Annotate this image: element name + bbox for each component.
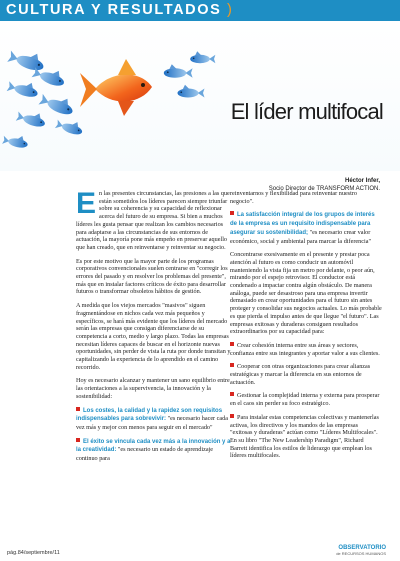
bullet-icon [230, 342, 234, 346]
paragraph: Es por este motivo que la mayor parte de los programas corporativos convencionales suelen centrarse en "corregir los errores del pasado y en resolver los problemas del presente", más que en instalar factores críticos de éxito para desarrollar futuros o transformar obsoletos hábitos de gestión. [76, 257, 228, 296]
bullet-icon [76, 438, 80, 442]
paragraph: En las presentes circunstancias, las presiones a las que están sometidos los líderes parecen siempre triunfar sobre su coherencia y su capacidad de reflexionar acerca del futuro de su empresa. Si bien a muchos líderes les gusta pensar que realizan los cambios necesarios para adaptarse a las circunstancias de sus entornos de actuación, la mayoría pone más empeño en preservar aquello que han creado, que en reinventarse y reinventar su negocio. [76, 187, 230, 251]
bullet-icon [76, 407, 80, 411]
bullet-item: El éxito se vincula cada vez más a la innovación y a la creatividad: "es necesario un estado de aprendizaje continuo para [76, 438, 231, 463]
section-title: CULTURA Y RESULTADOS ) [6, 2, 234, 18]
bullet-icon [230, 363, 234, 367]
bullet-icon [230, 414, 234, 418]
bullet-item: La satisfacción integral de los grupos de interés de la empresa es un requisito indispensable para asegurar su sostenibilidad; "es necesario crear valor económico, social y ambiental para marcar la diferencia" [230, 212, 375, 245]
section-header-bar [0, 0, 400, 21]
paragraph: Concentrarse exesivamente en el presente y prestar poca atención al futuro es como conducir un automóvil manteniendo la vista fija un metro por delante, o peor aún, mirando por el espejo retrovisor. El conductor está condenado a impactar contra algún obstáculo. De manera análoga, puede ser desastroso para una empresa invertir demasiado en crear oportunidades para el futuro sin antes proteger y consolidar sus negocios actuales. Lo más probable es que pierda el impulso antes de que llegue "el futuro". Las empresas exitosas y duraderas consiguen resultados extraordinarios por su capacidad para: [230, 251, 382, 336]
bullet-item: Gestionar la complejidad interna y externa para prosperar en el caos sin perder su foco estratégico. [230, 392, 380, 408]
paragraph: reinventarnos y flexibilidad para reinventar nuestro negocio". [230, 190, 357, 205]
bullet-item: Para instalar estas competencias colectivas y mantenerlas activas, los directivos y los mandos de las empresas "exitosas y duraderas" actúan como "Líderes Multifocales". En su libro "The New Leadership Paradigm", Richard Barrett identifica los estilos de liderazgo que emplean los líderes multifocales. [230, 413, 379, 460]
publication-logo: OBSERVATORIO de RECURSOS HUMANOS [336, 545, 386, 556]
bullet-icon [230, 211, 234, 215]
bullet-item: Los costes, la calidad y la rapidez son requisitos indispensables para sobrevivir: "es necesario hacer cada vez más y mejor con menos para seguir en el mercado" [76, 407, 229, 431]
section-accent-mark: ) [227, 2, 234, 18]
article-title: El líder multifocal [230, 99, 383, 124]
bullet-item: Cooperar con otras organizaciones para crear alianzas estratégicas y marcar la diferencia en sus entornos de actuación. [230, 363, 371, 386]
bullet-item: Crear cohesión interna entre sus áreas y sectores, confianza entre sus integrantes y aportar valor a sus clientes. [230, 341, 380, 357]
paragraph: Hoy es necesario alcanzar y mantener un sano equilibrio entre las orientaciones a la supervivencia, la innovación y la sostenibilidad: [76, 377, 230, 400]
orange-fish-icon [80, 59, 152, 116]
article-column-right [230, 190, 382, 460]
drop-cap: E [76, 187, 97, 220]
article-column-left [76, 187, 234, 463]
author-name: Héctor Infer, [344, 178, 380, 184]
paragraph: A medida que los viejos mercados "masivos" siguen fragmentándose en nichos cada vez más pequeños y específicos, se hará más evidente que los líderes del mercado serán las empresas que consigan diferenciarse de su competencia a corto, medio y largo plazo. Todas las empresas necesitan líderes capaces de buscar en el horizonte nuevas oportunidades, sin perder de vista la ruta por donde transitan y capitalizando la experiencia de lo aprendido en el camino recorrido. [76, 302, 231, 371]
author-role: Socio Director de TRANSFORM ACTION. [268, 186, 380, 192]
page-number: pág.84/septiembre/11 [7, 550, 60, 556]
fish-school-icon [0, 21, 400, 171]
hero-banner [0, 21, 400, 171]
bullet-icon [230, 392, 234, 396]
